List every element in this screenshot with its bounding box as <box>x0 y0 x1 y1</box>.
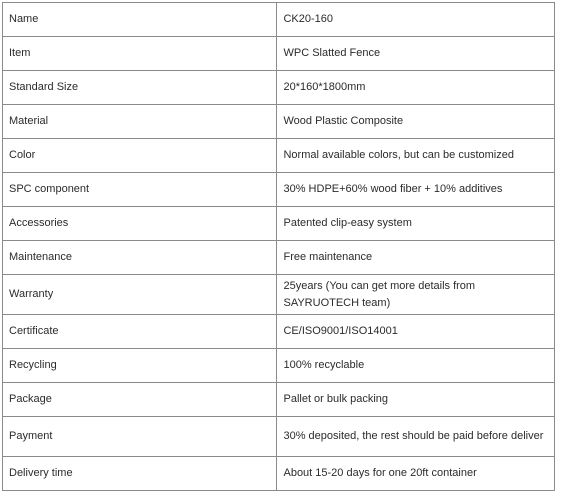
row-label: Warranty <box>3 275 277 315</box>
row-value: About 15-20 days for one 20ft container <box>277 457 555 491</box>
row-value: 30% HDPE+60% wood fiber + 10% additives <box>277 173 555 207</box>
row-label: Item <box>3 37 277 71</box>
table-row <box>3 71 555 105</box>
row-label: Delivery time <box>3 457 277 491</box>
table-row <box>3 315 555 349</box>
row-value: 100% recyclable <box>277 349 555 383</box>
table-row <box>3 139 555 173</box>
row-value: Pallet or bulk packing <box>277 383 555 417</box>
row-label: Recycling <box>3 349 277 383</box>
spec-table-body <box>3 3 555 491</box>
row-value: Normal available colors, but can be customized <box>277 139 555 173</box>
row-label: Name <box>3 3 277 37</box>
table-row <box>3 105 555 139</box>
row-value: CK20-160 <box>277 3 555 37</box>
row-value: 20*160*1800mm <box>277 71 555 105</box>
row-label: Standard Size <box>3 71 277 105</box>
row-label: Accessories <box>3 207 277 241</box>
row-value: 30% deposited, the rest should be paid before deliver <box>277 417 555 457</box>
row-value: Wood Plastic Composite <box>277 105 555 139</box>
row-label: Maintenance <box>3 241 277 275</box>
row-label: SPC component <box>3 173 277 207</box>
row-label: Package <box>3 383 277 417</box>
row-label: Payment <box>3 417 277 457</box>
table-row <box>3 275 555 315</box>
row-value: WPC Slatted Fence <box>277 37 555 71</box>
table-row <box>3 383 555 417</box>
row-label: Material <box>3 105 277 139</box>
table-row <box>3 457 555 491</box>
row-value: Patented clip-easy system <box>277 207 555 241</box>
table-row <box>3 3 555 37</box>
row-label: Color <box>3 139 277 173</box>
table-row <box>3 241 555 275</box>
row-value: Free maintenance <box>277 241 555 275</box>
table-row <box>3 37 555 71</box>
table-row <box>3 173 555 207</box>
table-row <box>3 207 555 241</box>
row-label: Certificate <box>3 315 277 349</box>
table-row <box>3 349 555 383</box>
spec-table <box>2 2 555 491</box>
row-value: 25years (You can get more details from SAYRUOTECH team) <box>277 275 555 315</box>
row-value: CE/ISO9001/ISO14001 <box>277 315 555 349</box>
table-row <box>3 417 555 457</box>
